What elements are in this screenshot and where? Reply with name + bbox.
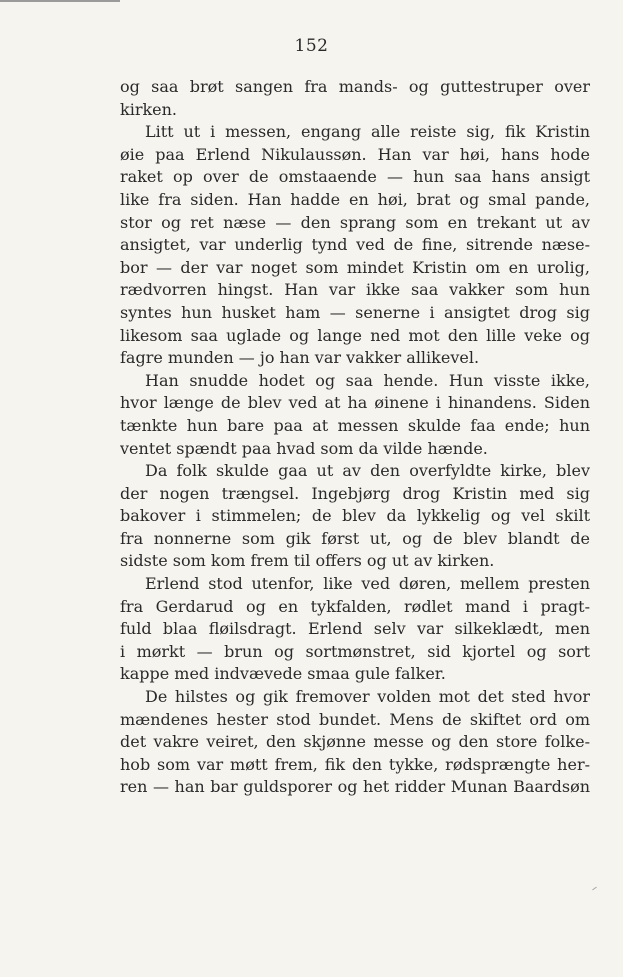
text-line: Han snudde hodet og saa hende. Hun visste ikke, [145, 370, 590, 390]
text-line: De hilstes og gik fremover volden mot det sted hvor [145, 687, 590, 707]
text-line: fagre munden — jo han var vakker allikevel. [120, 348, 480, 368]
text-line: bakover i stimmelen; de blev da lykkelig og vel skilt [120, 506, 590, 526]
stray-mark [592, 887, 597, 891]
text-line: bor — der var noget som mindet Kristin om en urolig, [120, 257, 590, 277]
text-line: øie paa Erlend Nikulaussøn. Han var høi, hans hode [120, 144, 590, 164]
text-line: ren — han bar guldsporer og het ridder Munan Baardsøn [120, 777, 590, 797]
text-line: hvor længe de blev ved at ha øinene i hinandens. Siden [120, 393, 590, 413]
text-line: kirken. [120, 99, 178, 119]
text-line: likesom saa uglade og lange ned mot den lille veke og [120, 325, 590, 345]
text-line: det vakre veiret, den skjønne messe og den store folke- [120, 732, 590, 752]
text-line: raket op over de omstaaende — hun saa hans ansigt [120, 167, 590, 187]
text-line: Da folk skulde gaa ut av den overfyldte kirke, blev [145, 461, 590, 481]
text-line: Erlend stod utenfor, like ved døren, mellem presten [145, 574, 590, 594]
text-line: ansigtet, var underlig tynd ved de fine, sitrende næse- [120, 235, 590, 255]
text-line: tænkte hun bare paa at messen skulde faa ende; hun [120, 415, 590, 435]
text-line: i mørkt — brun og sortmønstret, sid kjortel og sort [120, 641, 590, 661]
text-line: like fra siden. Han hadde en høi, brat og smal pande, [120, 189, 590, 209]
text-line: ventet spændt paa hvad som da vilde hænde. [120, 438, 488, 458]
text-line: sidste som kom frem til offers og ut av kirken. [120, 551, 495, 571]
text-line: og saa brøt sangen fra mands- og guttestruper over [120, 77, 590, 96]
text-line: fra nonnerne som gik først ut, og de blev blandt de [120, 528, 590, 548]
text-line: rædvorren hingst. Han var ikke saa vakker som hun [120, 280, 590, 300]
text-line: hob som var møtt frem, fik den tykke, rødsprængte her- [120, 754, 590, 774]
text-line: Litt ut i messen, engang alle reiste sig, fik Kristin [145, 122, 590, 142]
text-line: syntes hun husket ham — senerne i ansigtet drog sig [120, 302, 590, 322]
text-line: fuld blaa fløilsdragt. Erlend selv var silkeklædt, men [120, 619, 590, 639]
body-text [120, 76, 590, 799]
top-edge-rule [0, 0, 120, 2]
text-line: der nogen trængsel. Ingebjørg drog Kristin med sig [120, 483, 590, 503]
text-line: mændenes hester stod bundet. Mens de skiftet ord om [120, 709, 590, 729]
text-line: kappe med indvævede smaa gule falker. [120, 664, 446, 684]
text-line: fra Gerdarud og en tykfalden, rødlet mand i pragt- [120, 596, 590, 616]
text-line: stor og ret næse — den sprang som en trekant ut av [120, 212, 590, 232]
page-number: 152 [294, 36, 329, 56]
